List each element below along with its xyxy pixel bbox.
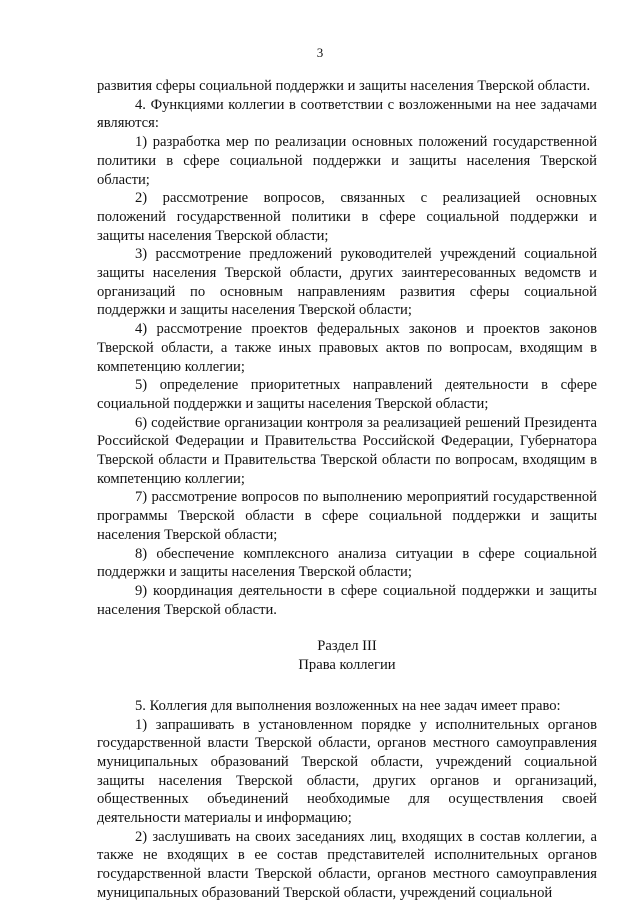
- list-item-4-3: 3) рассмотрение предложений руководителей учреждений социальной защиты населения Тверской области, других заинтересованных ведомств и организаций по основным направлениям развития сферы социальной поддержки и защиты населения Тверской области;: [97, 246, 597, 319]
- list-item-4-2: 2) рассмотрение вопросов, связанных с реализацией основных положений государственной политики в сфере социальной поддержки и защиты населения Тверской области;: [97, 190, 597, 244]
- list-item-4-8: 8) обеспечение комплексного анализа ситуации в сфере социальной поддержки и защиты населения Тверской области;: [97, 545, 597, 581]
- list-item-4-5: 5) определение приоритетных направлений деятельности в сфере социальной поддержки и защиты населения Тверской области;: [97, 377, 597, 412]
- list-item-5-2: 2) заслушивать на своих заседаниях лиц, входящих в состав коллегии, а также не входящих в ее состав представителей исполнительных органов государственной власти Тверской области, органов местного самоуправления муниципальных образований Тверской области, учреждений социальной: [97, 828, 597, 901]
- page-number: 3: [316, 45, 324, 60]
- list-item-4-7: 7) рассмотрение вопросов по выполнению мероприятий государственной программы Тверской области в сфере социальной поддержки и защиты населения Тверской области;: [97, 489, 597, 543]
- list-item-5-1: 1) запрашивать в установленном порядке у исполнительных органов государственной власти Тверской области, органов местного самоуправления муниципальных образований Тверской области, учреждений социальной защиты населения Тверской области, других органов и организаций, общественных объединений необходимые для осуществления своей деятельности материалы и информацию;: [97, 716, 597, 827]
- section-number: Раздел III: [317, 638, 377, 655]
- paragraph-clause-4: 4. Функциями коллегии в соответствии с возложенными на нее задачами являются:: [97, 96, 597, 132]
- list-item-4-1: 1) разработка мер по реализации основных положений государственной политики в сфере социальной поддержки и защиты населения Тверской области;: [97, 134, 597, 188]
- section-title: Права коллегии: [298, 657, 396, 674]
- list-item-4-4: 4) рассмотрение проектов федеральных законов и проектов законов Тверской области, а также иных правовых актов по вопросам, входящим в компетенцию коллегии;: [97, 321, 597, 375]
- paragraph-continuation: развития сферы социальной поддержки и защиты населения Тверской области.: [97, 78, 591, 94]
- document-body: [97, 77, 597, 903]
- list-item-4-9: 9) координация деятельности в сфере социальной поддержки и защиты населения Тверской области.: [97, 582, 597, 618]
- list-item-4-6: 6) содействие организации контроля за реализацией решений Президента Российской Федерации и Правительства Российской Федерации, Губернатора Тверской области и Правительства Тверской области по вопросам, входящим в компетенцию коллегии;: [97, 414, 597, 487]
- paragraph-clause-5: 5. Коллегия для выполнения возложенных на нее задач имеет право:: [135, 697, 561, 714]
